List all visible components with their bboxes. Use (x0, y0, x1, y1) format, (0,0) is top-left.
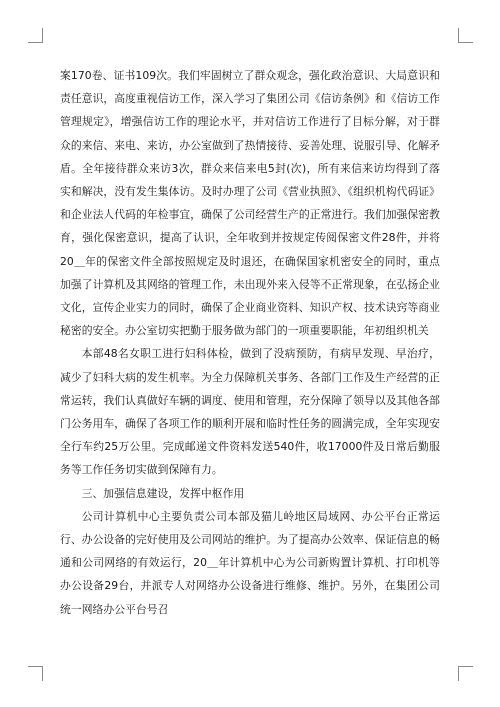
paragraph-it-center: 公司计算机中心主要负责公司本部及猫儿岭地区局域网、办公平台正常运行、办公设备的完好使用及公司网站的维护。为了提高办公效率、保证信息的畅通和公司网络的有效运行，20＿年计算机中心为公司新购置计算机、打印机等办公设备29台，并派专人对网络办公设备进行维修、维护。另外，在集团公司统一网络办公平台号召 (60, 509, 440, 616)
crop-mark-top-right (458, 28, 473, 43)
crop-mark-bottom-right (458, 666, 473, 681)
crop-mark-top-left (28, 28, 43, 43)
paragraph-logistics: 本部48名女职工进行妇科体检，做到了没病预防，有病早发现、早治疗，减少了妇科大病的发生机率。为全力保障机关事务、各部门工作及生产经营的正常运转，我们认真做好车辆的调度、使用和管理，充分保障了领导以及其他各部门公务用车，确保了各项工作的顺利开展和临时性任务的圆满完成，全年实现安全行车约25万公里。完成邮递文件资料发送540件，收17000件及日常后勤服务等工作任务切实做到保障有力。 (60, 347, 440, 477)
section-heading: 三、加强信息建设，发挥中枢作用 (81, 486, 245, 500)
document-body (60, 64, 440, 621)
paragraph-continued: 案170卷、证书109次。我们牢固树立了群众观念，强化政治意识、大局意识和责任意识，高度重视信访工作，深入学习了集团公司《信访条例》和《信访工作管理规定》，增强信访工作的理论水平，并对信访工作进行了目标分解，对于群众的来信、来电、来访，办公室做到了热情接待、妥善处理、说服引导、化解矛盾。全年接待群众来访3次，群众来信来电5封(次)，所有来信来访均得到了落实和解决，没有发生集体访。及时办理了公司《营业执照》、《组织机构代码证》和企业法人代码的年检事宜，确保了公司经营生产的正常进行。我们加强保密教育，强化保密意识，提高了认识，全年收到并按规定传阅保密文件28件，并将20＿年的保密文件全部按照规定及时退还，在确保国家机密安全的同时，重点加强了计算机及其网络的管理工作，未出现外来入侵等不正常现象，在弘扬企业文化，宣传企业实力的同时，确保了企业商业资料、知识产权、技术诀窍等商业秘密的安全。办公室切实把勤于服务做为部门的一项重要职能，年初组织机关 (60, 69, 440, 338)
crop-mark-bottom-left (28, 666, 43, 681)
